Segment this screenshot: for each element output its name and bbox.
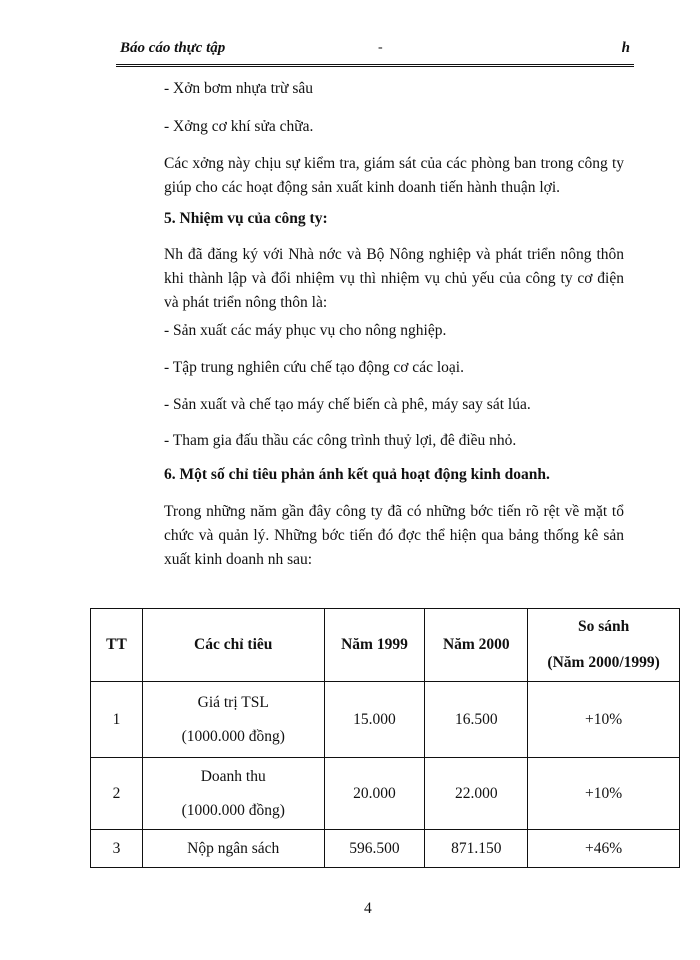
- cell-tt: 2: [91, 758, 143, 830]
- list-item: - Sản xuất các máy phục vụ cho nông nghiệp.: [164, 322, 447, 339]
- column-header-indicator: Các chỉ tiêu: [142, 609, 324, 682]
- cell-2000: 16.500: [425, 682, 528, 758]
- table-row: [91, 682, 680, 758]
- header-separator: -: [378, 40, 383, 55]
- page-number: 4: [364, 900, 372, 917]
- list-item: - Sản xuất và chế tạo máy chế biến cà phê, máy say sát lúa.: [164, 396, 531, 413]
- cell-compare: +10%: [528, 682, 680, 758]
- column-header-compare: [528, 609, 680, 682]
- cell-2000: 22.000: [425, 758, 528, 830]
- paragraph-progress-text: Trong những năm gần đây công ty đã có những bớc tiến rõ rệt về mặt tổ chức và quản lý. Những bớc tiến đó đợc thể hiện qua bảng thống kê sản xuất kinh doanh nh sau:: [164, 503, 624, 568]
- table-header-row: [91, 609, 680, 682]
- cell-2000: 871.150: [425, 830, 528, 868]
- column-header-2000: Năm 2000: [425, 609, 528, 682]
- bullet-workshop-pump: - Xởn bơm nhựa trừ sâu: [164, 80, 313, 97]
- bullet-workshop-repair: - Xởng cơ khí sửa chữa.: [164, 118, 314, 135]
- header-author: h: [621, 40, 630, 56]
- cell-1999: 20.000: [324, 758, 425, 830]
- table-row: [91, 758, 680, 830]
- heading-section-5: 5. Nhiệm vụ của công ty:: [164, 210, 328, 227]
- column-header-1999: Năm 1999: [324, 609, 425, 682]
- cell-1999: 15.000: [324, 682, 425, 758]
- list-item: - Tập trung nghiên cứu chế tạo động cơ các loại.: [164, 359, 464, 376]
- paragraph-duties-text: Nh đã đăng ký với Nhà nớc và Bộ Nông nghiệp và phát triển nông thôn khi thành lập và đổi nhiệm vụ thì nhiệm vụ chủ yếu của công ty cơ điện và phát triển nông thôn là:: [164, 246, 624, 311]
- compare-sublabel: (Năm 2000/1999): [547, 654, 660, 671]
- cell-1999: 596.500: [324, 830, 425, 868]
- paragraph-progress: [164, 500, 624, 572]
- cell-indicator: [142, 758, 324, 830]
- paragraph-duties: [164, 243, 624, 315]
- cell-indicator: Nộp ngân sách: [142, 830, 324, 868]
- paragraph-workshops: [164, 152, 624, 200]
- table-row: [91, 830, 680, 868]
- cell-tt: 3: [91, 830, 143, 868]
- business-indicators-table: [90, 608, 680, 868]
- page-header: [116, 38, 634, 67]
- indicator-unit: (1000.000 đồng): [181, 801, 285, 819]
- indicator-name: Giá trị TSL: [197, 693, 269, 711]
- cell-indicator: [142, 682, 324, 758]
- cell-compare: +10%: [528, 758, 680, 830]
- indicator-unit: (1000.000 đồng): [181, 727, 285, 745]
- paragraph-workshops-text: Các xởng này chịu sự kiểm tra, giám sát của các phòng ban trong công ty giúp cho các hoạt động sản xuất kinh doanh tiến hành thuận lợi.: [164, 155, 624, 196]
- list-item: - Tham gia đấu thầu các công trình thuỷ lợi, đê điều nhỏ.: [164, 432, 517, 449]
- column-header-tt: TT: [91, 609, 143, 682]
- cell-tt: 1: [91, 682, 143, 758]
- heading-section-6: 6. Một số chỉ tiêu phản ánh kết quả hoạt động kinh doanh.: [164, 466, 550, 483]
- compare-label: So sánh: [577, 618, 630, 635]
- cell-compare: +46%: [528, 830, 680, 868]
- indicator-name: Doanh thu: [200, 767, 266, 785]
- header-title: Báo cáo thực tập: [120, 40, 226, 56]
